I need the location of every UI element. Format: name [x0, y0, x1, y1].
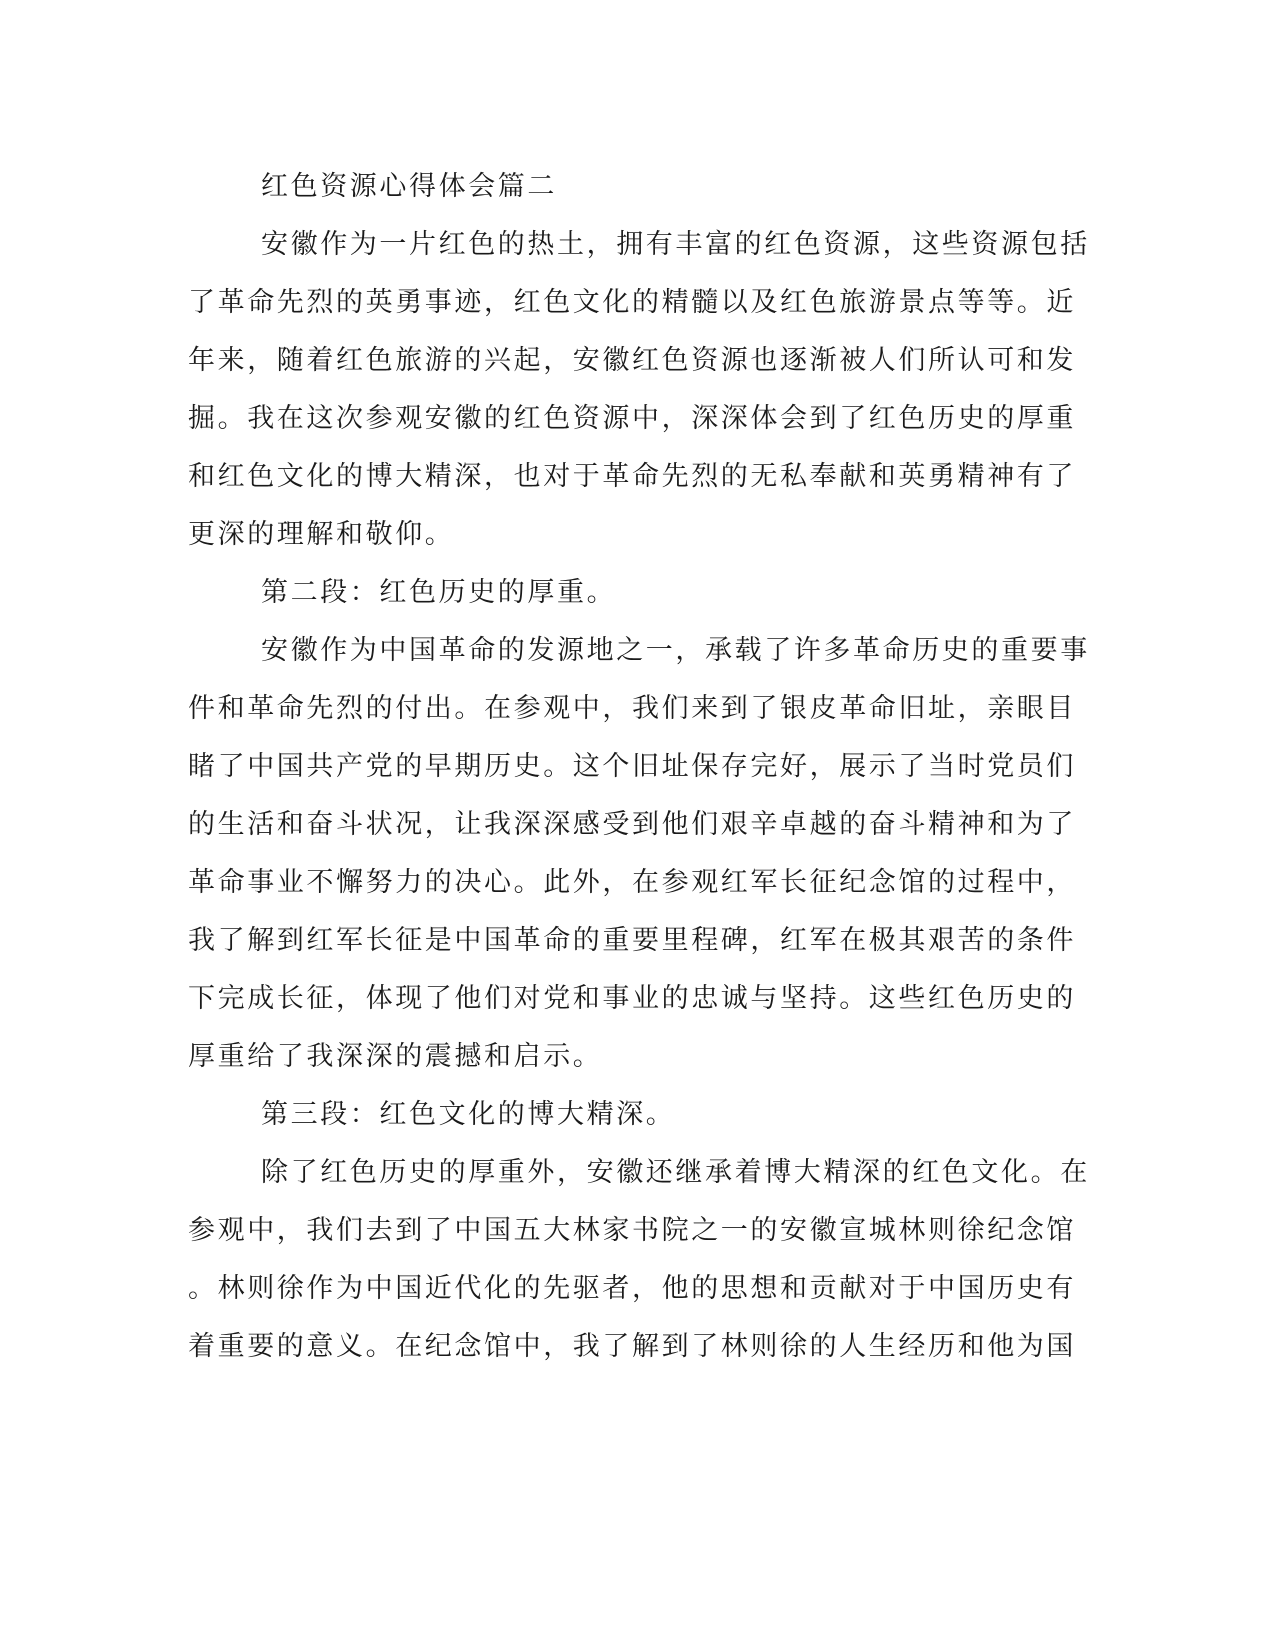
- paragraph-line: 厚重给了我深深的震撼和启示。: [188, 1041, 603, 1072]
- paragraph-line: 安徽作为一片红色的热土，拥有丰富的红色资源，这些资源包括: [261, 229, 1090, 260]
- section-heading-3: [188, 1086, 1068, 1144]
- document-body: [188, 158, 1090, 1376]
- paragraph-culture: [188, 1144, 1090, 1376]
- paragraph-line: 着重要的意义。在纪念馆中，我了解到了林则徐的人生经历和他为国: [188, 1331, 1076, 1362]
- section-heading: 第三段：红色文化的博大精深。: [261, 1099, 676, 1130]
- paragraph-line: 和红色文化的博大精深，也对于革命先烈的无私奉献和英勇精神有了: [188, 461, 1076, 492]
- paragraph-intro: [188, 216, 1090, 564]
- paragraph-line: 的生活和奋斗状况，让我深深感受到他们艰辛卓越的奋斗精神和为了: [188, 809, 1076, 840]
- paragraph-line: 了革命先烈的英勇事迹，红色文化的精髓以及红色旅游景点等等。近: [188, 287, 1076, 318]
- paragraph-history: [188, 622, 1090, 1086]
- section-heading: 第二段：红色历史的厚重。: [261, 577, 617, 608]
- paragraph-line: 革命事业不懈努力的决心。此外，在参观红军长征纪念馆的过程中，: [188, 867, 1076, 898]
- paragraph-line: 我了解到红军长征是中国革命的重要里程碑，红军在极其艰苦的条件: [188, 925, 1076, 956]
- paragraph-line: 下完成长征，体现了他们对党和事业的忠诚与坚持。这些红色历史的: [188, 983, 1076, 1014]
- document-title: 红色资源心得体会篇二: [261, 171, 557, 202]
- paragraph-line: 除了红色历史的厚重外，安徽还继承着博大精深的红色文化。在: [261, 1157, 1090, 1188]
- paragraph-line: 。林则徐作为中国近代化的先驱者，他的思想和贡献对于中国历史有: [188, 1273, 1076, 1304]
- paragraph-line: 年来，随着红色旅游的兴起，安徽红色资源也逐渐被人们所认可和发: [188, 345, 1076, 376]
- paragraph-line: 更深的理解和敬仰。: [188, 519, 455, 550]
- paragraph-line: 参观中，我们去到了中国五大林家书院之一的安徽宣城林则徐纪念馆: [188, 1215, 1076, 1246]
- paragraph-line: 睹了中国共产党的早期历史。这个旧址保存完好，展示了当时党员们: [188, 751, 1076, 782]
- paragraph-line: 件和革命先烈的付出。在参观中，我们来到了银皮革命旧址，亲眼目: [188, 693, 1076, 724]
- section-heading-2: [188, 564, 1068, 622]
- paragraph-line: 安徽作为中国革命的发源地之一，承载了许多革命历史的重要事: [261, 635, 1090, 666]
- paragraph-line: 掘。我在这次参观安徽的红色资源中，深深体会到了红色历史的厚重: [188, 403, 1076, 434]
